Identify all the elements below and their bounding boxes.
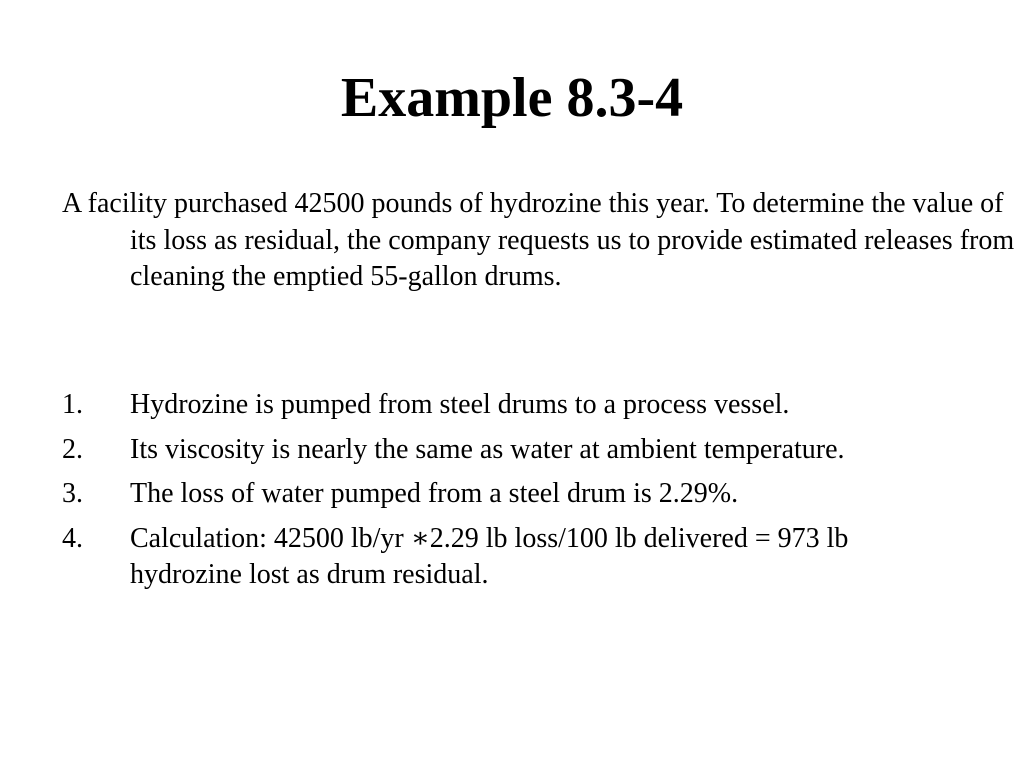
list-item-number: 3. — [62, 478, 83, 509]
list-item-text: Its viscosity is nearly the same as water at ambient temperature. — [130, 433, 845, 465]
list-item-text: Hydrozine is pumped from steel drums to a process vessel. — [130, 389, 790, 420]
list-item-text: The loss of water pumped from a steel drum is 2.29%. — [130, 478, 739, 509]
list-item-number: 4. — [62, 522, 83, 554]
list-item — [62, 432, 952, 469]
intro-paragraph: A facility purchased 42500 pounds of hydrozine this year. To determine the value of its loss as residual, the company requests us to provide estimated releases from cleaning the emptied 55-gallon drums. — [62, 188, 1015, 292]
slide-title: Example 8.3-4 — [340, 67, 684, 129]
steps-list — [62, 387, 952, 602]
list-item-text: Calculation: 42500 lb/yr ∗2.29 lb loss/100 lb delivered = 973 lb hydrozine lost as drum residual. — [130, 522, 849, 590]
list-item — [62, 521, 952, 594]
list-item-number: 1. — [62, 389, 83, 420]
list-item — [62, 476, 952, 513]
list-item — [62, 387, 952, 424]
list-item-number: 2. — [62, 433, 83, 465]
